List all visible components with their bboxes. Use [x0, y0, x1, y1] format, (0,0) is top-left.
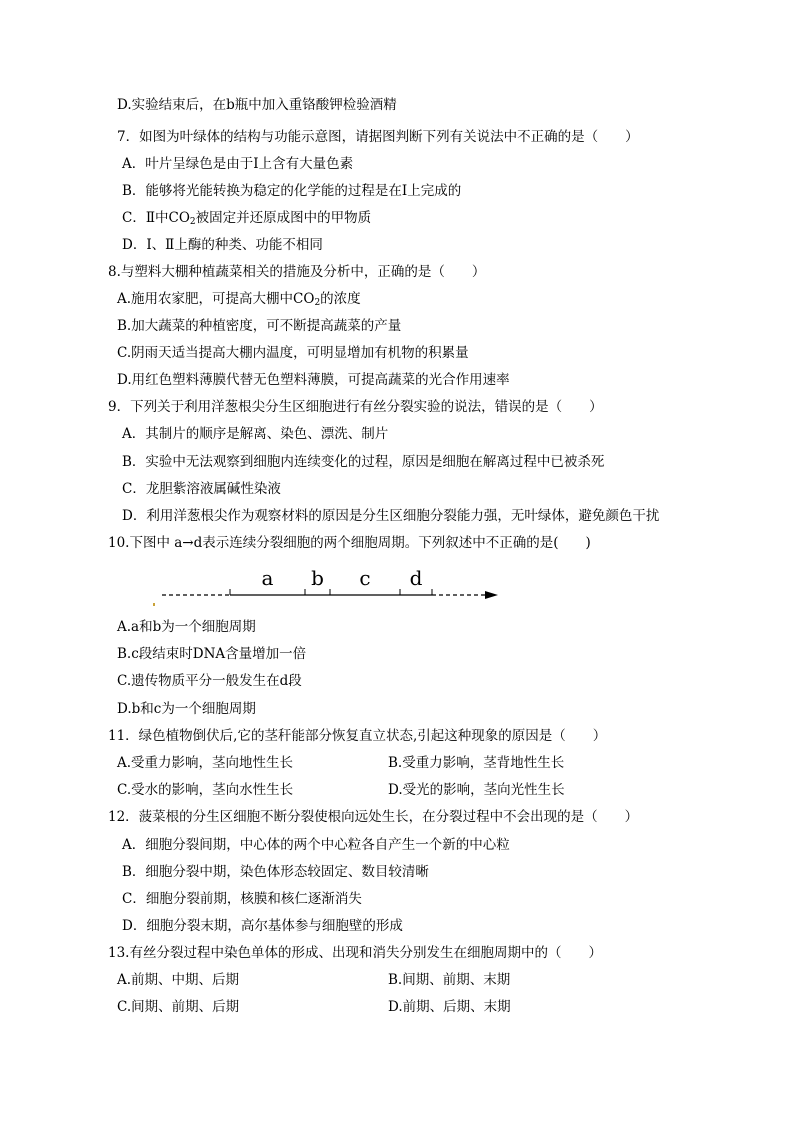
q9-stem: 9．下列关于利用洋葱根尖分生区细胞进行有丝分裂实验的说法，错误的是（ ） — [108, 399, 603, 415]
cycle-arrowhead — [485, 591, 498, 599]
q10-stem: 10.下图中 a→d表示连续分裂细胞的两个细胞周期。下列叙述中不正确的是( ) — [108, 535, 591, 551]
q12-option-b: B．细胞分裂中期，染色体形态较固定、数目较清晰 — [122, 864, 429, 880]
cycle-label-c: c — [359, 566, 371, 590]
q12-stem: 12．菠菜根的分生区细胞不断分裂使根向远处生长，在分裂过程中不会出现的是（ ） — [108, 809, 639, 825]
q10-option-b: B.c段结束时DNA含量增加一倍 — [117, 646, 307, 662]
q12-option-a: A．细胞分裂间期，中心体的两个中心粒各自产生一个新的中心粒 — [122, 837, 510, 853]
q7-stem: 7．如图为叶绿体的结构与功能示意图，请据图判断下列有关说法中不正确的是（ ） — [117, 129, 639, 145]
q8-option-b: B.加大蔬菜的种植密度，可不断提高蔬菜的产量 — [117, 318, 402, 334]
q11-stem: 11．绿色植物倒伏后,它的茎秆能部分恢复直立状态,引起这种现象的原因是（ ） — [108, 728, 607, 744]
q10-option-c: C.遗传物质平分一般发生在d段 — [117, 673, 302, 689]
corner-mark — [153, 603, 155, 606]
cycle-label-d: d — [409, 566, 423, 590]
q8-option-a: A.施用农家肥，可提高大棚中$CO_2$的浓度 — [117, 291, 361, 308]
q9-option-d: D．利用洋葱根尖作为观察材料的原因是分生区细胞分裂能力强，无叶绿体，避免颜色干扰 — [122, 508, 660, 524]
q11-option-a: A.受重力影响，茎向地性生长 — [117, 755, 294, 771]
q8-option-c: C.阴雨天适当提高大棚内温度，可明显增加有机物的积累量 — [117, 345, 469, 361]
q7-option-a: A．叶片呈绿色是由于Ⅰ上含有大量色素 — [122, 156, 354, 172]
q11-option-d: D.受光的影响，茎向光性生长 — [388, 782, 565, 798]
q13-option-b: B.间期、前期、末期 — [388, 972, 511, 988]
q7-option-d: D．Ⅰ、Ⅱ上酶的种类、功能不相同 — [122, 237, 323, 253]
q9-option-b: B．实验中无法观察到细胞内连续变化的过程，原因是细胞在解离过程中已被杀死 — [122, 454, 605, 470]
q10-option-a: A.a和b为一个细胞周期 — [117, 619, 256, 635]
q9-option-a: A．其制片的顺序是解离、染色、漂洗、制片 — [122, 426, 389, 442]
q13-option-d: D.前期、后期、末期 — [388, 999, 511, 1015]
q7-option-b: B．能够将光能转换为稳定的化学能的过程是在Ⅰ上完成的 — [122, 183, 462, 199]
q12-option-c: C．细胞分裂前期，核膜和核仁逐渐消失 — [122, 891, 362, 907]
cycle-label-b: b — [311, 566, 324, 590]
cycle-label-a: a — [261, 566, 274, 590]
q12-option-d: D．细胞分裂末期，高尔基体参与细胞壁的形成 — [122, 918, 403, 934]
q10-option-d: D.b和c为一个细胞周期 — [117, 701, 256, 717]
cell-cycle-diagram — [150, 565, 510, 610]
q13-option-a: A.前期、中期、后期 — [117, 972, 240, 988]
q7-option-c: C．Ⅱ中$CO_2$被固定并还原成图中的甲物质 — [122, 210, 372, 227]
q11-option-c: C.受水的影响，茎向水性生长 — [117, 782, 294, 798]
q11-option-b: B.受重力影响，茎背地性生长 — [388, 755, 565, 771]
q6-option-d: D.实验结束后，在b瓶中加入重铬酸钾检验酒精 — [117, 97, 397, 113]
q8-stem: 8.与塑料大棚种植蔬菜相关的措施及分析中，正确的是（ ） — [108, 264, 486, 280]
q9-option-c: C．龙胆紫溶液属碱性染液 — [122, 481, 281, 497]
q13-stem: 13.有丝分裂过程中染色单体的形成、出现和消失分别发生在细胞周期中的（ ） — [108, 945, 602, 961]
q8-option-d: D.用红色塑料薄膜代替无色塑料薄膜，可提高蔬菜的光合作用速率 — [117, 372, 510, 388]
q13-option-c: C.间期、前期、后期 — [117, 999, 240, 1015]
